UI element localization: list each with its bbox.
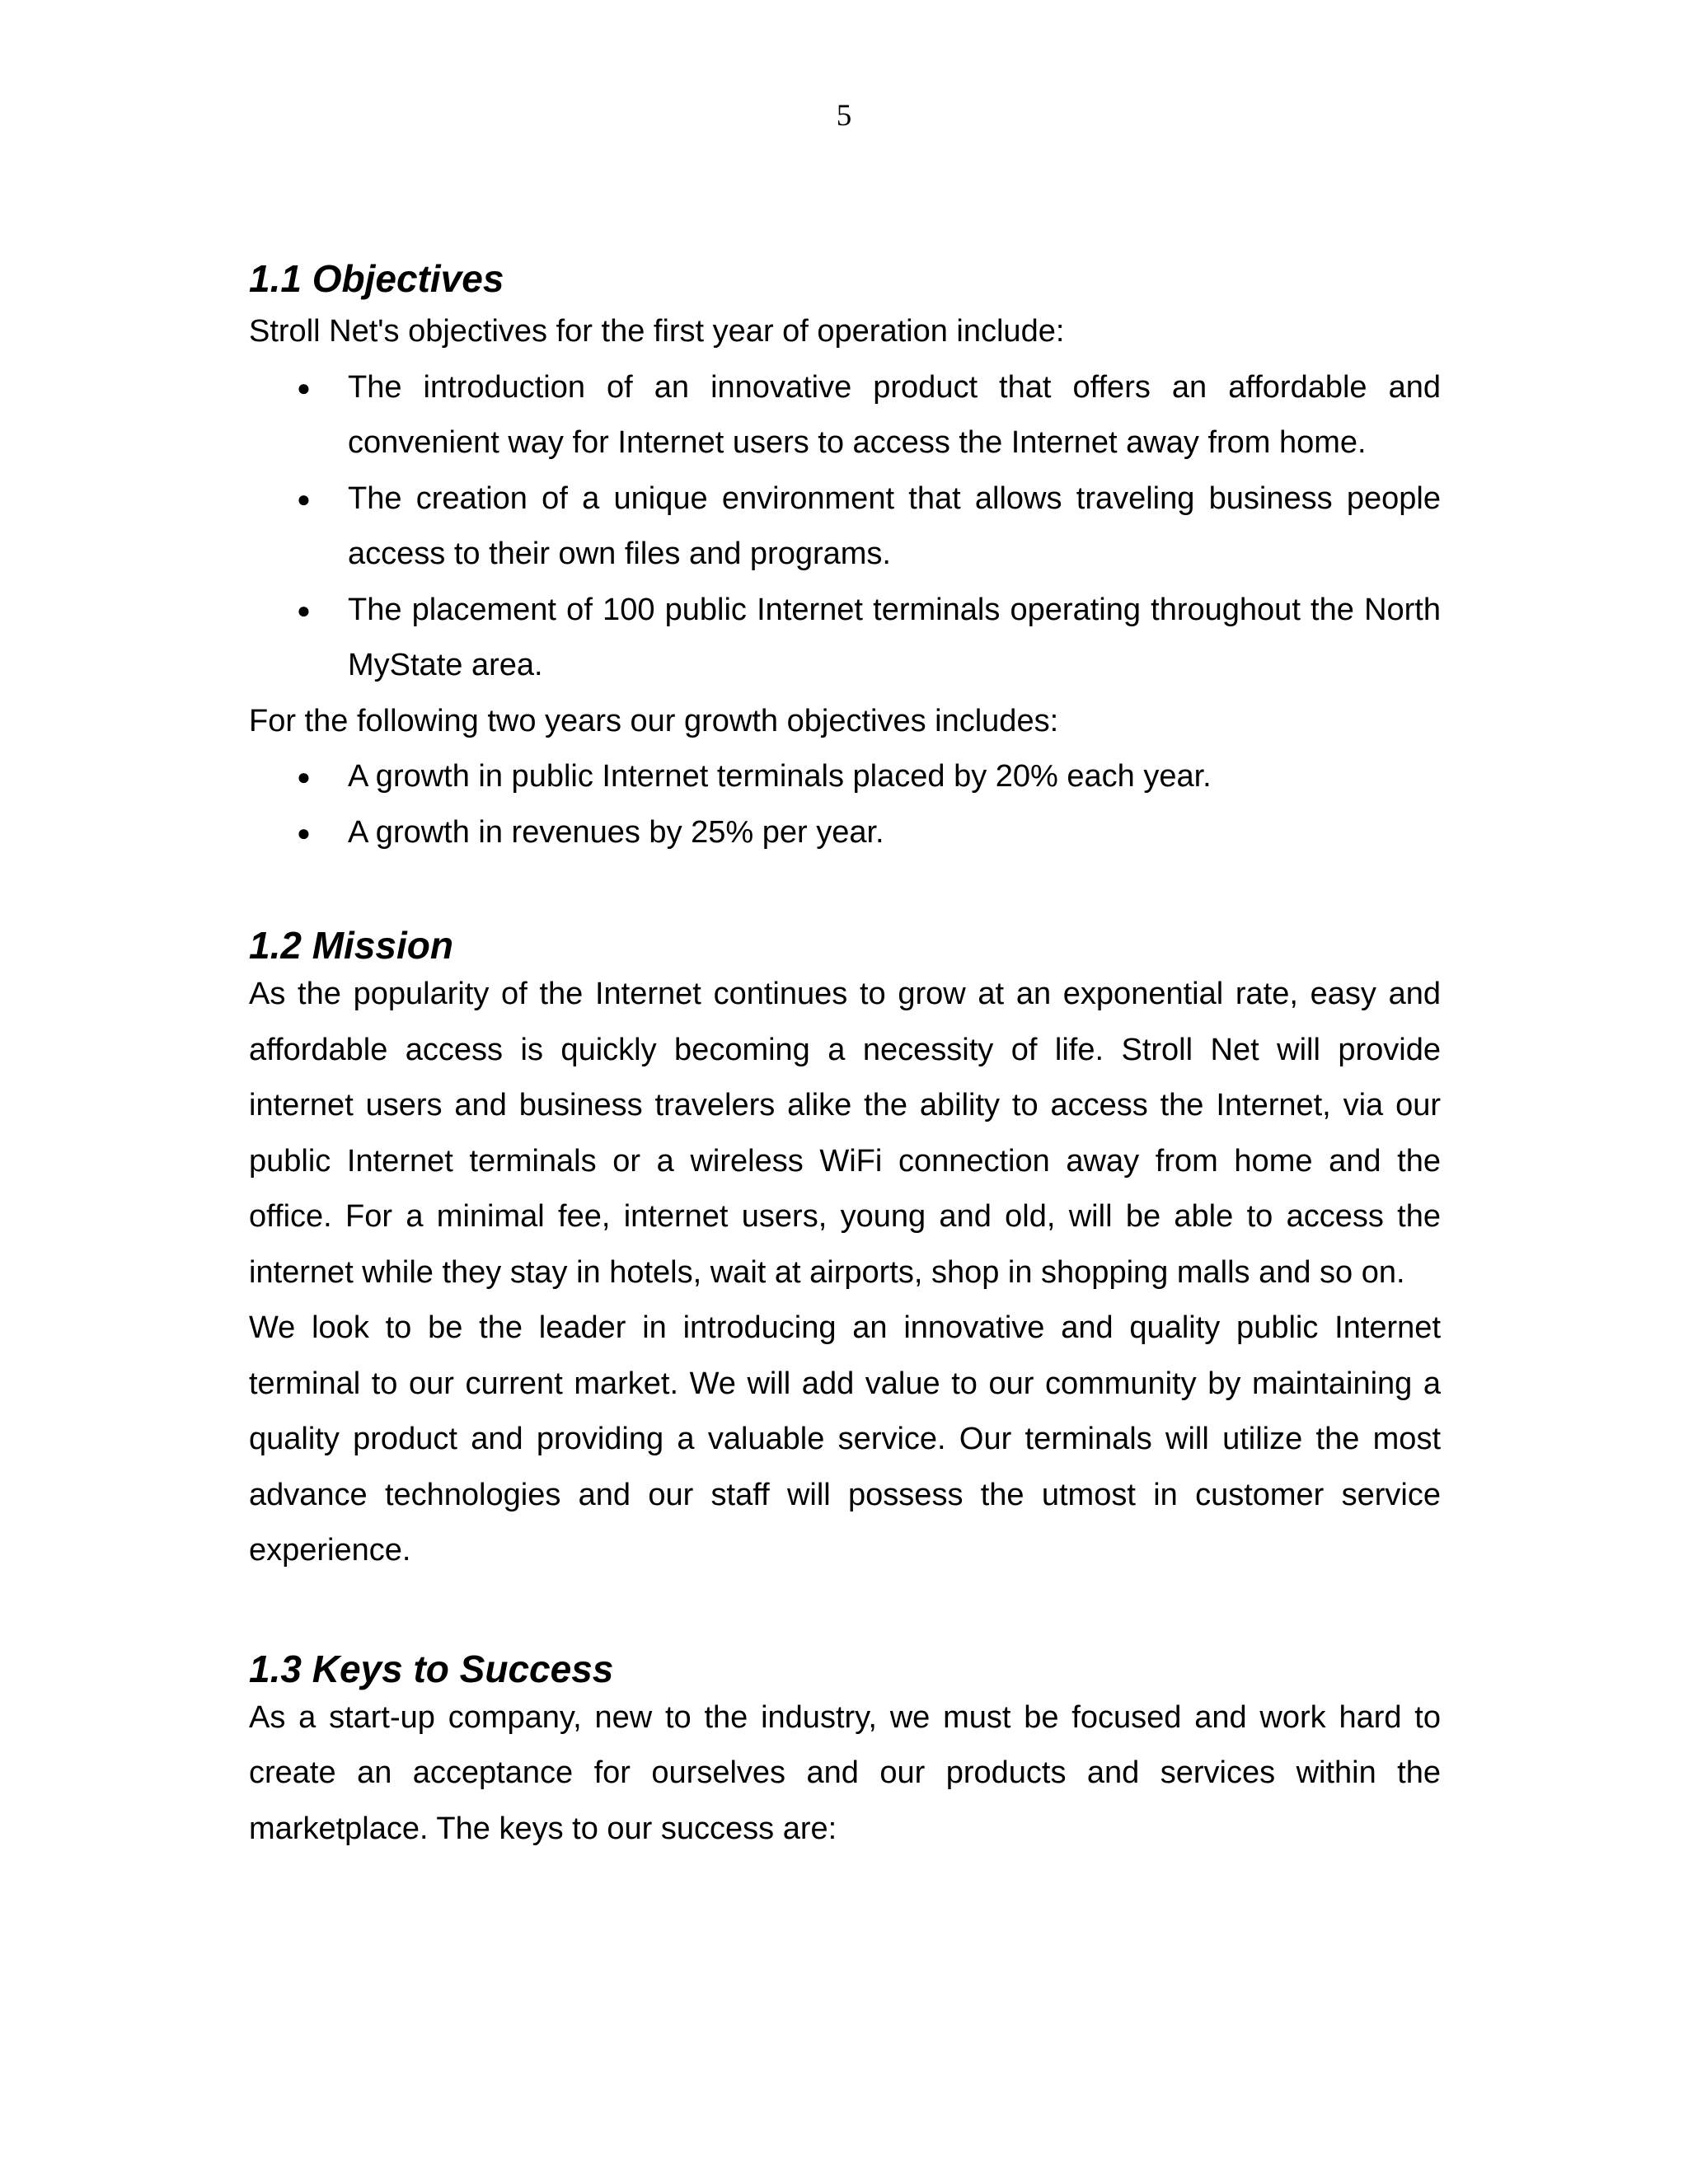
bullet-list <box>249 749 1441 860</box>
list-item <box>249 749 1441 805</box>
paragraph: We look to be the leader in introducing an innovative and quality public Internet terminal to our current market. We will add value to our community by maintaining a quality product and providing a valuable service. Our terminals will utilize the most advance technologies and our staff will possess the utmost in customer service experience. <box>249 1310 1441 1568</box>
section-heading: 1.3 Keys to Success <box>249 1647 614 1690</box>
page-number: 5 <box>836 99 852 133</box>
paragraph: For the following two years our growth objectives includes: <box>249 703 1059 738</box>
paragraph: Stroll Net's objectives for the first year of operation include: <box>249 314 1065 349</box>
section-heading: 1.2 Mission <box>249 924 453 967</box>
bullet-icon: ● <box>297 819 311 846</box>
paragraph: As a start-up company, new to the industry, we must be focused and work hard to create an acceptance for ourselves and our products and services within the marketplace. The keys to our success are: <box>249 1699 1441 1846</box>
list-item-text: A growth in public Internet terminals placed by 20% each year. <box>348 759 1212 794</box>
paragraph: As the popularity of the Internet continues to grow at an exponential rate, easy and affordable access is quickly becoming a necessity of life. Stroll Net will provide internet users and business travelers alike the ability to access the Internet, via our public Internet terminals or a wireless WiFi connection away from home and the office. For a minimal fee, internet users, young and old, will be able to access the internet while they stay in hotels, wait at airports, shop in shopping malls and so on. <box>249 977 1441 1290</box>
section-spacer <box>249 860 1441 920</box>
section-spacer <box>249 1579 1441 1643</box>
list-item-text: The introduction of an innovative product that offers an affordable and convenient way for Internet users to access the Internet away from home. <box>348 369 1441 460</box>
section-keys-to-success <box>249 1643 1441 1858</box>
list-item-text: A growth in revenues by 25% per year. <box>348 814 884 850</box>
list-item-text: The placement of 100 public Internet terminals operating throughout the North MyState area. <box>348 592 1441 682</box>
bullet-icon: ● <box>297 485 311 512</box>
list-item <box>249 471 1441 583</box>
list-item-text: The creation of a unique environment that allows traveling business people access to their own files and programs. <box>348 480 1441 571</box>
section-heading: 1.1 Objectives <box>249 257 504 300</box>
bullet-icon: ● <box>297 597 311 623</box>
list-item <box>249 583 1441 694</box>
document-body <box>249 253 1441 1857</box>
list-item <box>249 805 1441 861</box>
bullet-list <box>249 360 1441 694</box>
section-mission <box>249 920 1441 1579</box>
section-objectives <box>249 253 1441 860</box>
bullet-icon: ● <box>297 374 311 401</box>
bullet-icon: ● <box>297 764 311 790</box>
list-item <box>249 360 1441 471</box>
